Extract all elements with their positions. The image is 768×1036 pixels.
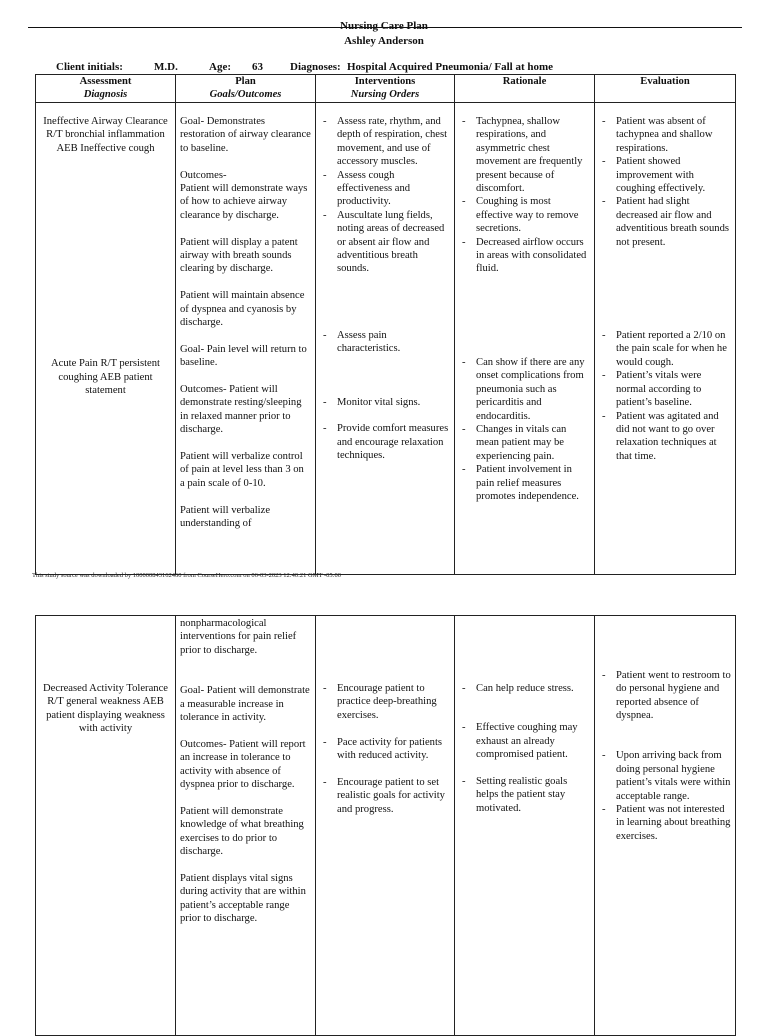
intervention-item: - Assess pain characteristics. — [320, 329, 450, 356]
column-title: Evaluation — [640, 76, 690, 87]
evaluation-item: - Patient’s vitals were normal according to patient’s baseline. — [599, 369, 731, 409]
rationale-item: - Setting realistic goals helps the patient stay motivated. — [459, 775, 590, 815]
plan-outcome: Patient will verbalize control of pain at level less than 3 on a pain scale of 0-10. — [180, 451, 304, 489]
plan-outcomes-label: Outcomes- — [180, 169, 227, 181]
diagnosis-pain: Acute Pain R/T persistent coughing AEB patient statement — [51, 358, 160, 397]
plan-outcome: Patient will demonstrate ways of how to achieve airway clearance by discharge. — [180, 183, 308, 221]
plan-goal: Goal- Patient will demonstrate a measurable increase in tolerance in activity. — [180, 685, 310, 724]
column-header-row — [36, 75, 736, 103]
diagnosis-activity: Decreased Activity Tolerance R/T general weakness AEB patient displaying weakness with activity — [43, 683, 168, 735]
rationale-item: - Changes in vitals can mean patient may be experiencing pain. — [459, 423, 590, 463]
client-initials-label: Client initials: — [56, 61, 123, 73]
diagnoses-value: Hospital Acquired Pneumonia/ Fall at home — [347, 61, 554, 73]
rationale-item: - Can help reduce stress. — [459, 682, 590, 695]
column-title: Plan — [235, 76, 256, 87]
intervention-item: - Monitor vital signs. — [320, 396, 450, 409]
diagnosis-airway: Ineffective Airway Clearance R/T bronchial inflammation AEB Ineffective cough — [43, 116, 168, 154]
table-row — [36, 103, 736, 575]
plan-goal: Goal- Pain level will return to baseline. — [180, 343, 307, 369]
column-header-assessment — [36, 75, 176, 103]
intervention-item: - Pace activity for patients with reduced activity. — [320, 736, 450, 763]
evaluation-cell — [595, 616, 736, 1036]
intervention-item: - Provide comfort measures and encourage relaxation techniques. — [320, 422, 450, 462]
plan-outcome: Patient will demonstrate knowledge of what breathing exercises to do prior to discharge. — [180, 805, 304, 858]
plan-outcome: Outcomes- Patient will demonstrate resting/sleeping in relaxed manner prior to discharge. — [180, 384, 302, 436]
care-plan-table-page-2 — [35, 615, 736, 1036]
intervention-item: - Auscultate lung fields, noting areas of decreased or absent air flow and adventitious breath sounds. — [320, 209, 450, 276]
plan-outcome: Patient will display a patent airway with breath sounds clearing by discharge. — [180, 236, 298, 275]
column-header-rationale — [455, 75, 595, 103]
column-subtitle: Goals/Outcomes — [209, 89, 282, 100]
evaluation-item: - Patient was not interested in learning about breathing exercises. — [599, 803, 731, 843]
table-row — [36, 616, 736, 1036]
rationale-cell — [455, 103, 595, 575]
evaluation-item: - Patient was absent of tachypnea and shallow respirations. — [599, 115, 731, 155]
care-plan-table-page-1 — [35, 74, 736, 575]
age-value: 63 — [252, 61, 263, 73]
rationale-item: - Patient involvement in pain relief measures promotes independence. — [459, 463, 590, 503]
intervention-item: - Encourage patient to practice deep-breathing exercises. — [320, 682, 450, 722]
plan-outcome-continued: nonpharmacological interventions for pain relief prior to discharge. — [180, 618, 297, 656]
intervention-item: - Assess rate, rhythm, and depth of respiration, chest movement, and use of accessory muscles. — [320, 115, 450, 169]
student-name: Ashley Anderson — [344, 35, 424, 47]
column-subtitle: Diagnosis — [83, 89, 128, 100]
column-header-evaluation — [595, 75, 736, 103]
interventions-cell — [316, 616, 455, 1036]
column-title: Rationale — [502, 76, 547, 87]
evaluation-item: - Upon arriving back from doing personal hygiene patient’s vitals were within acceptable range. — [599, 749, 731, 803]
plan-outcome: Outcomes- Patient will report an increase in tolerance to activity with absence of dyspnea prior to discharge. — [180, 738, 306, 791]
intervention-item: - Encourage patient to set realistic goals for activity and progress. — [320, 776, 450, 816]
rationale-item: - Decreased airflow occurs in areas with consolidated fluid. — [459, 236, 590, 276]
client-initials-value: M.D. — [154, 61, 178, 73]
column-header-interventions — [316, 75, 455, 103]
plan-goal: Goal- Demonstrates restoration of airway clearance to baseline. — [180, 116, 311, 154]
column-title: Interventions — [354, 76, 416, 87]
diagnosis-cell — [36, 103, 176, 575]
evaluation-item: - Patient reported a 2/10 on the pain scale for when he would cough. — [599, 329, 731, 369]
download-notice: This study source was downloaded by 100000843162460 from CourseHero.com on 06-03-2023 12:40:21 GMT -05:00 — [32, 572, 341, 579]
rationale-item: - Coughing is most effective way to remove secretions. — [459, 195, 590, 235]
plan-outcome: Patient will maintain absence of dyspnea and cyanosis by discharge. — [180, 290, 305, 329]
column-header-plan — [176, 75, 316, 103]
column-title: Assessment — [79, 76, 132, 87]
rationale-item: - Tachypnea, shallow respirations, and asymmetric chest movement are frequently present because of discomfort. — [459, 115, 590, 195]
evaluation-item: - Patient had slight decreased air flow and adventitious breath sounds not present. — [599, 195, 731, 249]
evaluation-item: - Patient went to restroom to do personal hygiene and reported absence of dyspnea. — [599, 669, 731, 723]
rationale-item: - Effective coughing may exhaust an already compromised patient. — [459, 721, 590, 761]
header-rule — [28, 27, 742, 28]
evaluation-item: - Patient showed improvement with coughing effectively. — [599, 155, 731, 195]
evaluation-item: - Patient was agitated and did not want to go over relaxation techniques at that time. — [599, 410, 731, 464]
plan-cell — [176, 616, 316, 1036]
rationale-cell — [455, 616, 595, 1036]
diagnoses-label: Diagnoses: — [290, 61, 341, 73]
age-label: Age: — [209, 61, 231, 73]
plan-outcome: Patient will verbalize understanding of — [180, 504, 271, 530]
intervention-item: - Assess cough effectiveness and productivity. — [320, 169, 450, 209]
column-subtitle: Nursing Orders — [350, 89, 420, 100]
plan-cell — [176, 103, 316, 575]
evaluation-cell — [595, 103, 736, 575]
document-title: Nursing Care Plan — [340, 20, 428, 32]
diagnosis-cell — [36, 616, 176, 1036]
plan-outcome: Patient displays vital signs during activity that are within patient’s acceptable range prior to discharge. — [180, 872, 306, 925]
interventions-cell — [316, 103, 455, 575]
rationale-item: - Can show if there are any onset complications from pneumonia such as pericarditis and endocarditis. — [459, 356, 590, 423]
